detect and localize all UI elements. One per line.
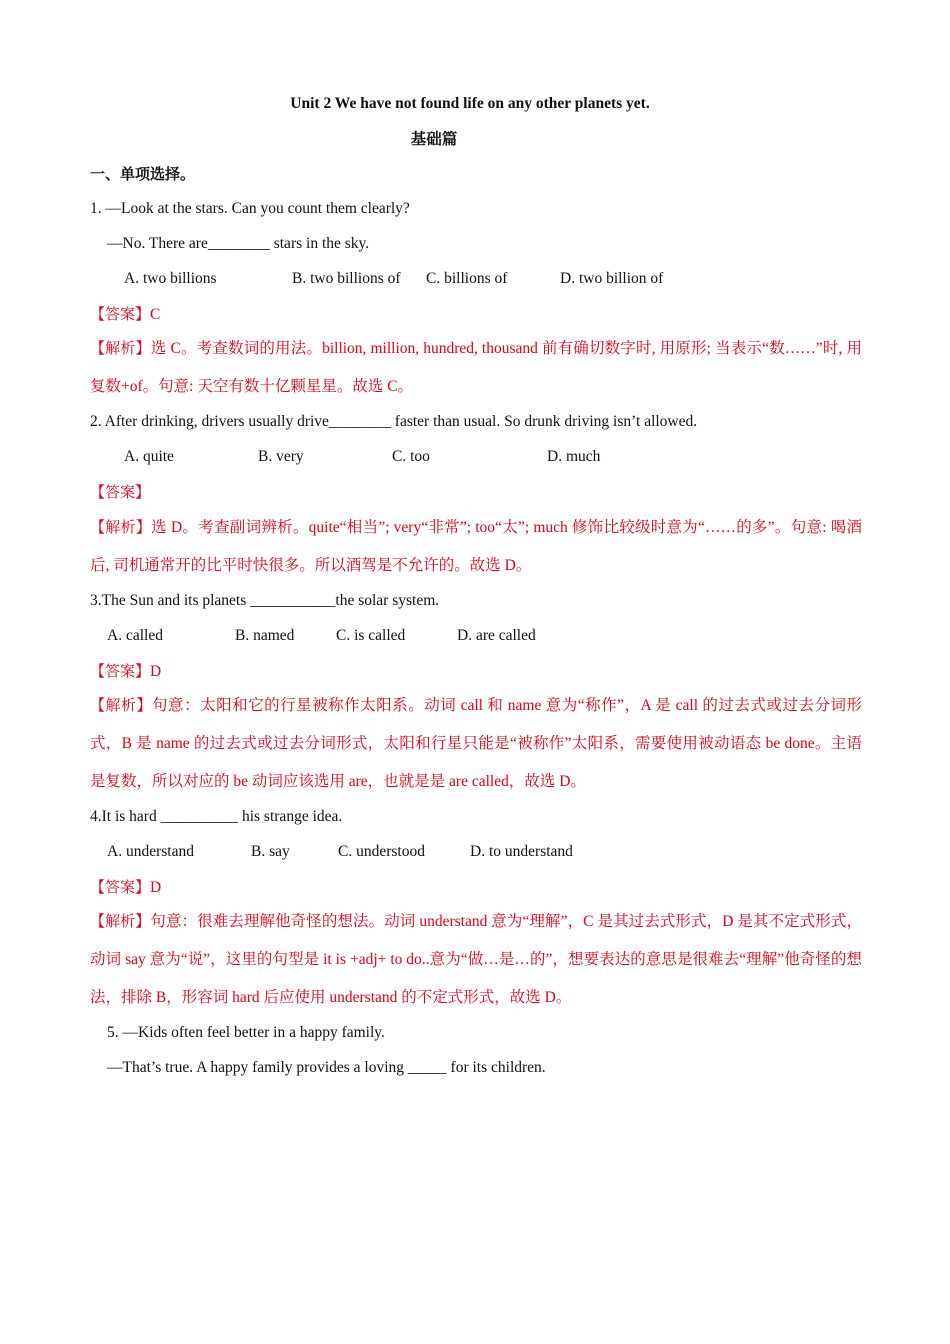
- question-1-analysis: [90, 329, 862, 406]
- question-5-stem: 5. —Kids often feel better in a happy family.: [107, 1024, 385, 1041]
- question-4-stem: 4.It is hard __________ his strange idea.: [90, 808, 343, 825]
- analysis-text: 句意：很难去理解他奇怪的想法。动词 understand 意为“理解”，C 是其过去式形式，D 是其不定式形式，动词 say 意为“说”，这里的句型是 it is +adj+ to do..意为“做…是…的”，想要表达的意思是很难去“理解”他奇怪的想法，排除 B，形容词 hard 后应使用 understand 的不定式形式，故选 D。: [90, 913, 862, 1006]
- answer-tag: 【答案】: [90, 662, 151, 680]
- question-5-stem-line-2: —That’s true. A happy family provides a loving _____ for its children.: [107, 1059, 546, 1076]
- q3-option-b: B. named: [235, 627, 295, 644]
- question-2-analysis: [90, 508, 862, 585]
- analysis-tag: 【解析】: [90, 696, 153, 714]
- q1-option-c: C. billions of: [426, 270, 508, 287]
- q3-option-d: D. are called: [457, 627, 536, 644]
- question-1-stem-line-2: —No. There are________ stars in the sky.: [107, 235, 370, 252]
- question-3-analysis: [90, 686, 862, 801]
- analysis-text: 选 C。考查数词的用法。billion, million, hundred, thousand 前有确切数字时, 用原形; 当表示“数……”时, 用复数+of。句意: 天空有数十亿颗星星。故选 C。: [90, 340, 862, 395]
- page-title: Unit 2 We have not found life on any other planets yet.: [290, 95, 650, 112]
- answer-value: D: [150, 879, 162, 896]
- answer-value: C: [150, 306, 161, 323]
- q1-option-a: A. two billions: [124, 270, 217, 287]
- question-4-analysis: [90, 902, 862, 1017]
- analysis-tag: 【解析】: [90, 339, 151, 357]
- q4-option-b: B. say: [251, 843, 290, 860]
- q3-option-c: C. is called: [336, 627, 406, 644]
- question-4-answer: [90, 877, 161, 898]
- q2-option-a: A. quite: [124, 448, 174, 465]
- section-heading: 一、单项选择。: [90, 165, 196, 183]
- analysis-tag: 【解析】: [90, 518, 152, 536]
- q2-option-b: B. very: [258, 448, 304, 465]
- answer-tag: 【答案】: [90, 878, 151, 896]
- q2-option-c: C. too: [392, 448, 430, 465]
- page-subtitle: 基础篇: [410, 130, 458, 148]
- q1-option-d: D. two billion of: [560, 270, 664, 287]
- question-1-answer: [90, 304, 160, 325]
- analysis-text: 选 D。考查副词辨析。quite“相当”; very“非常”; too“太”; much 修饰比较级时意为“……的多”。句意: 喝酒后, 司机通常开的比平时快很多。所以酒驾是不允许的。故选 D。: [90, 519, 862, 574]
- analysis-tag: 【解析】: [90, 912, 151, 930]
- question-1-stem: 1. —Look at the stars. Can you count them clearly?: [90, 200, 410, 217]
- q1-option-b: B. two billions of: [292, 270, 401, 287]
- answer-tag: 【答案】: [90, 305, 151, 323]
- q4-option-c: C. understood: [338, 843, 425, 860]
- question-2-answer: [90, 482, 150, 503]
- question-2-stem: 2. After drinking, drivers usually drive________ faster than usual. So drunk driving isn’t allowed.: [90, 413, 698, 430]
- answer-tag: 【答案】: [90, 483, 151, 501]
- answer-value: D: [150, 663, 162, 680]
- analysis-text: 句意：太阳和它的行星被称作太阳系。动词 call 和 name 意为“称作”，A 是 call 的过去式或过去分词形式，B 是 name 的过去式或过去分词形式，太阳和行星只能是“被称作”太阳系，需要使用被动语态 be done。主语是复数，所以对应的 be 动词应该选用 are，也就是是 are called，故选 D。: [90, 697, 862, 790]
- q4-option-a: A. understand: [107, 843, 194, 860]
- question-3-answer: [90, 661, 161, 682]
- question-3-stem: 3.The Sun and its planets ___________the solar system.: [90, 592, 440, 609]
- q2-option-d: D. much: [547, 448, 601, 465]
- q4-option-d: D. to understand: [470, 843, 573, 860]
- q3-option-a: A. called: [107, 627, 163, 644]
